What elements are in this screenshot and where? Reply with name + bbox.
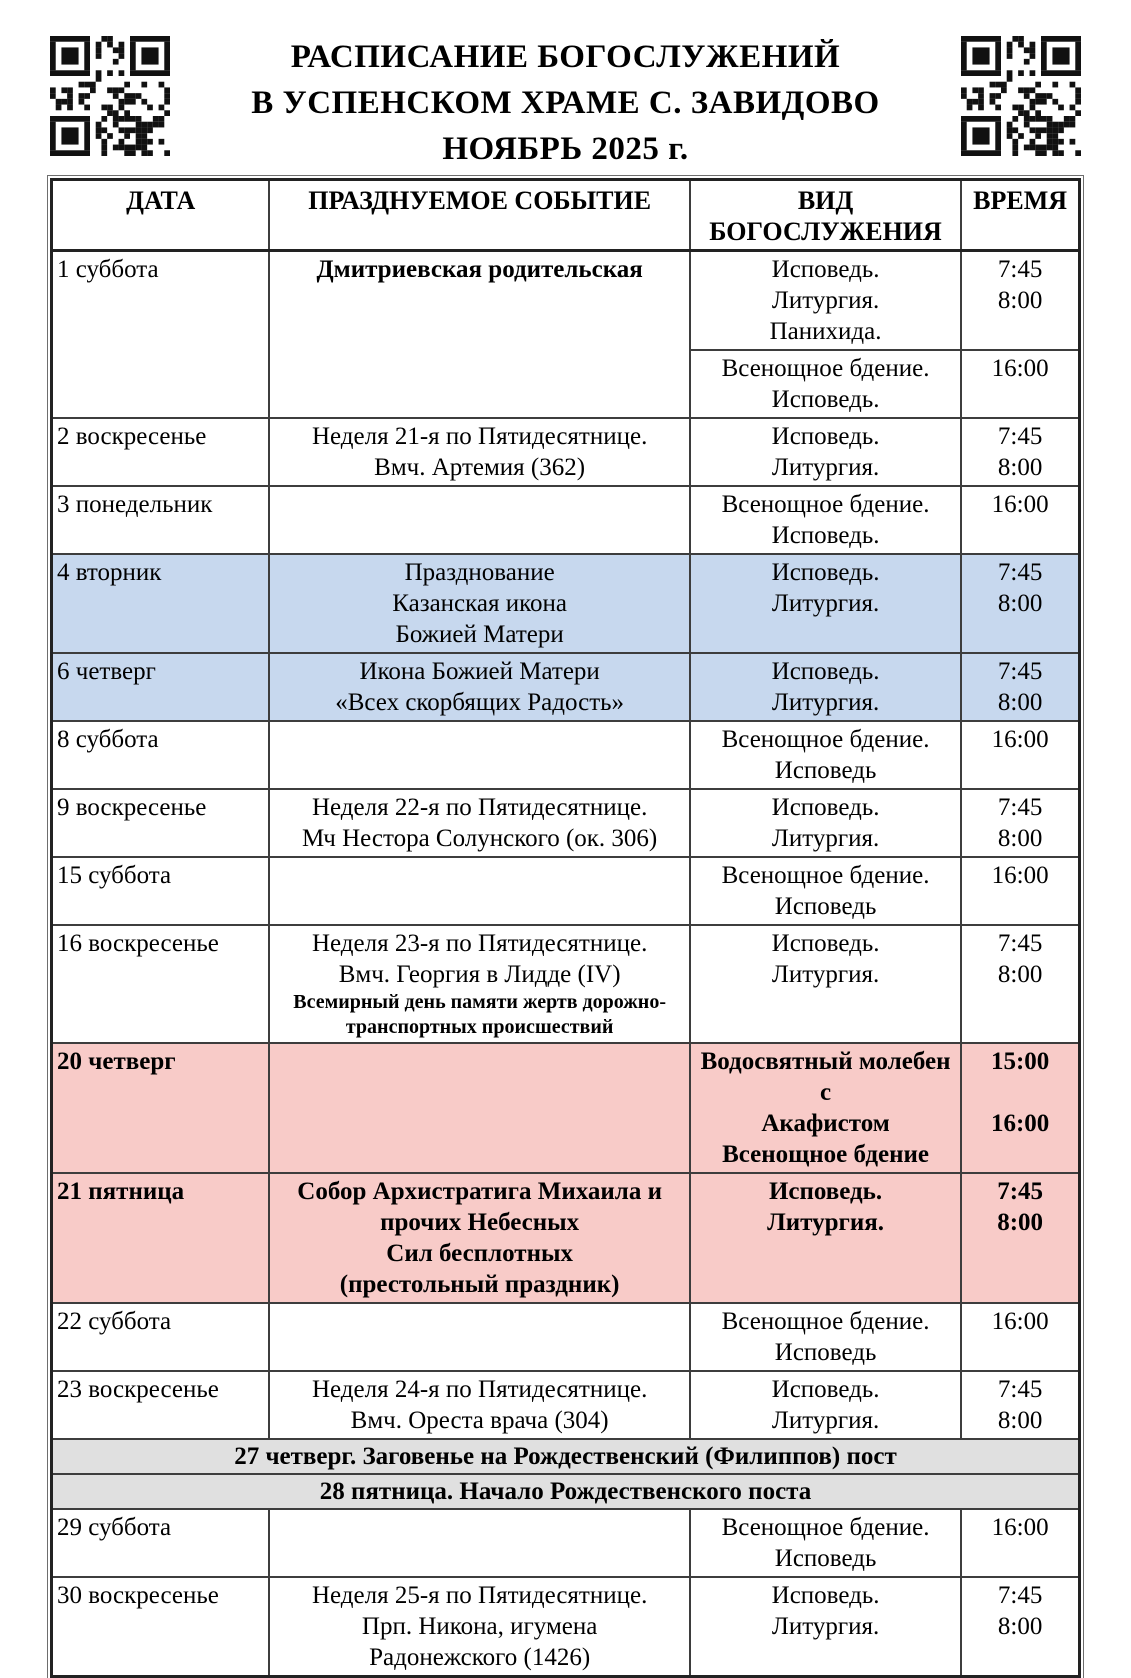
- service-text: Исповедь: [774, 757, 877, 784]
- date-text: 22 суббота: [57, 1308, 172, 1335]
- service-cell: [690, 1303, 961, 1371]
- time-cell: [961, 925, 1079, 1043]
- service-cell: [690, 721, 961, 789]
- column-header-time: ВРЕМЯ: [961, 180, 1079, 251]
- table-row: [52, 653, 1080, 721]
- date-cell: [52, 1173, 270, 1303]
- service-cell: [690, 925, 961, 1043]
- event-text: Неделя 21-я по Пятидесятнице.: [311, 423, 648, 450]
- service-text: Литургия.: [771, 961, 880, 988]
- service-text: Исповедь.: [771, 658, 880, 685]
- event-text: Сил бесплотных: [386, 1240, 573, 1267]
- table-row: [52, 1173, 1080, 1303]
- time-text: 7:45: [997, 1376, 1043, 1403]
- service-text: Исповедь: [774, 893, 877, 920]
- service-text: Всенощное бдение.: [721, 1308, 930, 1335]
- table-row: [52, 1043, 1080, 1173]
- qr-code-icon: [961, 36, 1081, 156]
- date-text: 4 вторник: [57, 559, 162, 586]
- event-cell: [269, 554, 689, 653]
- event-text: Празднование: [404, 559, 555, 586]
- time-text: 16:00: [991, 491, 1049, 518]
- time-text: 16:00: [991, 1308, 1049, 1335]
- date-text: 21 пятница: [57, 1178, 185, 1205]
- event-cell: [269, 418, 689, 486]
- event-cell: [269, 486, 689, 554]
- event-text: прочих Небесных: [380, 1209, 580, 1236]
- table-row: [52, 721, 1080, 789]
- service-text: Литургия.: [771, 1407, 880, 1434]
- event-text: Икона Божией Матери: [359, 658, 600, 685]
- table-row: [52, 554, 1080, 653]
- service-cell: [690, 554, 961, 653]
- time-text: 7:45: [997, 1582, 1043, 1609]
- event-cell: [269, 1509, 689, 1577]
- time-cell: [961, 857, 1079, 925]
- service-cell: [690, 350, 961, 418]
- service-cell: [690, 1043, 961, 1173]
- time-text: 16:00: [991, 1514, 1049, 1541]
- time-text: 7:45: [997, 423, 1043, 450]
- date-cell: [52, 857, 270, 925]
- section-cell: 27 четверг. Заговенье на Рождественский (Филиппов) пост: [52, 1439, 1080, 1474]
- time-cell: [961, 350, 1079, 418]
- event-text: Неделя 22-я по Пятидесятнице.: [311, 794, 648, 821]
- time-cell: [961, 1303, 1079, 1371]
- service-text: Всенощное бдение: [722, 1141, 930, 1168]
- event-text: Мч Нестора Солунского (ок. 306): [302, 825, 658, 852]
- date-cell: [52, 789, 270, 857]
- event-text: Неделя 23-я по Пятидесятнице.: [311, 930, 648, 957]
- service-text: Акафистом: [761, 1110, 890, 1137]
- date-cell: [52, 721, 270, 789]
- time-text: 7:45: [997, 794, 1043, 821]
- service-cell: [690, 1371, 961, 1439]
- time-text: 8:00: [997, 961, 1043, 988]
- time-cell: [961, 1043, 1079, 1173]
- section-row: [52, 1439, 1080, 1474]
- time-cell: [961, 251, 1079, 351]
- event-cell: [269, 1371, 689, 1439]
- date-text: 2 воскресенье: [57, 423, 207, 450]
- time-text: 8:00: [997, 1613, 1043, 1640]
- time-text: 8:00: [997, 1209, 1044, 1236]
- event-cell: [269, 925, 689, 1043]
- date-text: 1 суббота: [57, 256, 159, 283]
- event-text: (престольный праздник): [339, 1271, 620, 1298]
- date-text: 3 понедельник: [57, 491, 213, 518]
- title-line-1: РАСПИСАНИЕ БОГОСЛУЖЕНИЙ: [290, 39, 841, 75]
- date-cell: [52, 1043, 270, 1173]
- time-cell: [961, 1173, 1079, 1303]
- table-row: [52, 251, 1080, 351]
- date-text: 8 суббота: [57, 726, 159, 753]
- date-text: 9 воскресенье: [57, 794, 207, 821]
- event-text: Божией Матери: [395, 621, 564, 648]
- service-text: Панихида.: [769, 318, 882, 345]
- event-text: Вмч. Артемия (362): [374, 454, 586, 481]
- schedule-table: [50, 178, 1081, 1678]
- service-text: Литургия.: [771, 825, 880, 852]
- event-cell: [269, 857, 689, 925]
- service-text: Исповедь.: [771, 423, 880, 450]
- event-text: Всемирный день памяти жертв дорожно-: [293, 991, 666, 1013]
- time-text: 8:00: [997, 1407, 1043, 1434]
- date-cell: [52, 1509, 270, 1577]
- event-cell: [269, 1043, 689, 1173]
- time-cell: [961, 486, 1079, 554]
- service-cell: [690, 789, 961, 857]
- time-text: 8:00: [997, 689, 1043, 716]
- time-cell: [961, 789, 1079, 857]
- time-text: 16:00: [990, 1110, 1050, 1137]
- time-text: 7:45: [997, 559, 1043, 586]
- document-header: [50, 28, 1081, 172]
- date-text: 23 воскресенье: [57, 1376, 219, 1403]
- service-text: Исповедь.: [771, 1376, 880, 1403]
- service-text: Литургия.: [767, 1209, 885, 1236]
- event-text: Неделя 25-я по Пятидесятнице.: [311, 1582, 648, 1609]
- title-line-2: В УСПЕНСКОМ ХРАМЕ С. ЗАВИДОВО: [251, 85, 880, 121]
- event-cell: [269, 1173, 689, 1303]
- time-cell: [961, 1371, 1079, 1439]
- date-text: 15 суббота: [57, 862, 172, 889]
- event-text: Казанская икона: [392, 590, 567, 617]
- table-row: [52, 857, 1080, 925]
- time-text: 8:00: [997, 454, 1043, 481]
- service-text: Исповедь.: [771, 386, 880, 413]
- service-cell: [690, 1509, 961, 1577]
- time-text: 16:00: [991, 726, 1049, 753]
- event-text: Неделя 24-я по Пятидесятнице.: [311, 1376, 648, 1403]
- service-text: Исповедь.: [771, 522, 880, 549]
- time-cell: [961, 1509, 1079, 1577]
- time-cell: [961, 721, 1079, 789]
- date-text: 6 четверг: [57, 658, 156, 685]
- service-text: Исповедь.: [768, 1178, 883, 1205]
- date-cell: [52, 1577, 270, 1677]
- service-text: Всенощное бдение.: [721, 1514, 930, 1541]
- service-text: Исповедь: [774, 1545, 877, 1572]
- event-text: «Всех скорбящих Радость»: [335, 689, 625, 716]
- service-text: Литургия.: [771, 454, 880, 481]
- time-text: 15:00: [990, 1048, 1050, 1075]
- event-cell: [269, 789, 689, 857]
- table-row: [52, 789, 1080, 857]
- event-text: Радонежского (1426): [369, 1644, 591, 1671]
- table-row: [52, 1577, 1080, 1677]
- date-text: 29 суббота: [57, 1514, 172, 1541]
- event-cell: [269, 1303, 689, 1371]
- column-header-event: ПРАЗДНУЕМОЕ СОБЫТИЕ: [269, 180, 689, 251]
- service-text: Исповедь.: [771, 930, 880, 957]
- date-cell: [52, 251, 270, 419]
- service-text: Всенощное бдение.: [721, 355, 930, 382]
- event-text: Вмч. Ореста врача (304): [350, 1407, 609, 1434]
- event-text: транспортных происшествий: [345, 1016, 614, 1038]
- service-text: Водосвятный молебен с: [700, 1048, 951, 1106]
- time-text: 8:00: [997, 825, 1043, 852]
- event-cell: [269, 721, 689, 789]
- service-cell: [690, 857, 961, 925]
- time-cell: [961, 554, 1079, 653]
- service-text: Всенощное бдение.: [721, 491, 930, 518]
- table-row: [52, 418, 1080, 486]
- time-text: 7:45: [997, 658, 1043, 685]
- time-cell: [961, 418, 1079, 486]
- date-cell: [52, 925, 270, 1043]
- event-text: Прп. Никона, игумена: [361, 1613, 598, 1640]
- service-text: Литургия.: [771, 590, 880, 617]
- date-text: 16 воскресенье: [57, 930, 219, 957]
- service-cell: [690, 418, 961, 486]
- time-text: 8:00: [997, 287, 1043, 314]
- time-text: 16:00: [991, 355, 1049, 382]
- time-text: 8:00: [997, 590, 1043, 617]
- column-header-date: ДАТА: [52, 180, 270, 251]
- qr-code-icon: [50, 36, 170, 156]
- date-cell: [52, 486, 270, 554]
- event-text: Вмч. Георгия в Лидде (IV): [338, 961, 621, 988]
- table-row: [52, 1303, 1080, 1371]
- event-cell: [269, 1577, 689, 1677]
- table-row: [52, 1371, 1080, 1439]
- time-cell: [961, 1577, 1079, 1677]
- page-title: [170, 28, 961, 172]
- service-text: Литургия.: [771, 689, 880, 716]
- table-row: [52, 1509, 1080, 1577]
- date-cell: [52, 653, 270, 721]
- service-text: Исповедь.: [771, 256, 880, 283]
- service-cell: [690, 251, 961, 351]
- service-text: Литургия.: [771, 287, 880, 314]
- date-cell: [52, 1303, 270, 1371]
- service-text: Всенощное бдение.: [721, 726, 930, 753]
- service-text: Всенощное бдение.: [721, 862, 930, 889]
- event-text: Собор Архистратига Михаила и: [297, 1178, 662, 1205]
- date-cell: [52, 1371, 270, 1439]
- date-cell: [52, 418, 270, 486]
- section-cell: 28 пятница. Начало Рождественского поста: [52, 1474, 1080, 1509]
- time-cell: [961, 653, 1079, 721]
- date-cell: [52, 554, 270, 653]
- time-text: [966, 1077, 1074, 1108]
- service-cell: [690, 653, 961, 721]
- service-text: Исповедь.: [771, 794, 880, 821]
- time-text: 7:45: [997, 1178, 1044, 1205]
- table-row: [52, 925, 1080, 1043]
- service-text: Исповедь: [774, 1339, 877, 1366]
- service-text: Литургия.: [771, 1613, 880, 1640]
- service-text: Исповедь.: [771, 1582, 880, 1609]
- service-cell: [690, 1173, 961, 1303]
- date-text: 30 воскресенье: [57, 1582, 219, 1609]
- event-text: Дмитриевская родительская: [316, 256, 643, 283]
- column-header-service-type: ВИД БОГОСЛУЖЕНИЯ: [690, 180, 961, 251]
- event-cell: [269, 251, 689, 419]
- service-text: Исповедь.: [771, 559, 880, 586]
- service-cell: [690, 1577, 961, 1677]
- event-cell: [269, 653, 689, 721]
- header-row: [52, 180, 1080, 251]
- date-text: 20 четверг: [57, 1048, 176, 1075]
- section-row: [52, 1474, 1080, 1509]
- time-text: 7:45: [997, 256, 1043, 283]
- time-text: 16:00: [991, 862, 1049, 889]
- time-text: 7:45: [997, 930, 1043, 957]
- table-row: [52, 486, 1080, 554]
- service-cell: [690, 486, 961, 554]
- title-line-3: НОЯБРЬ 2025 г.: [442, 131, 689, 167]
